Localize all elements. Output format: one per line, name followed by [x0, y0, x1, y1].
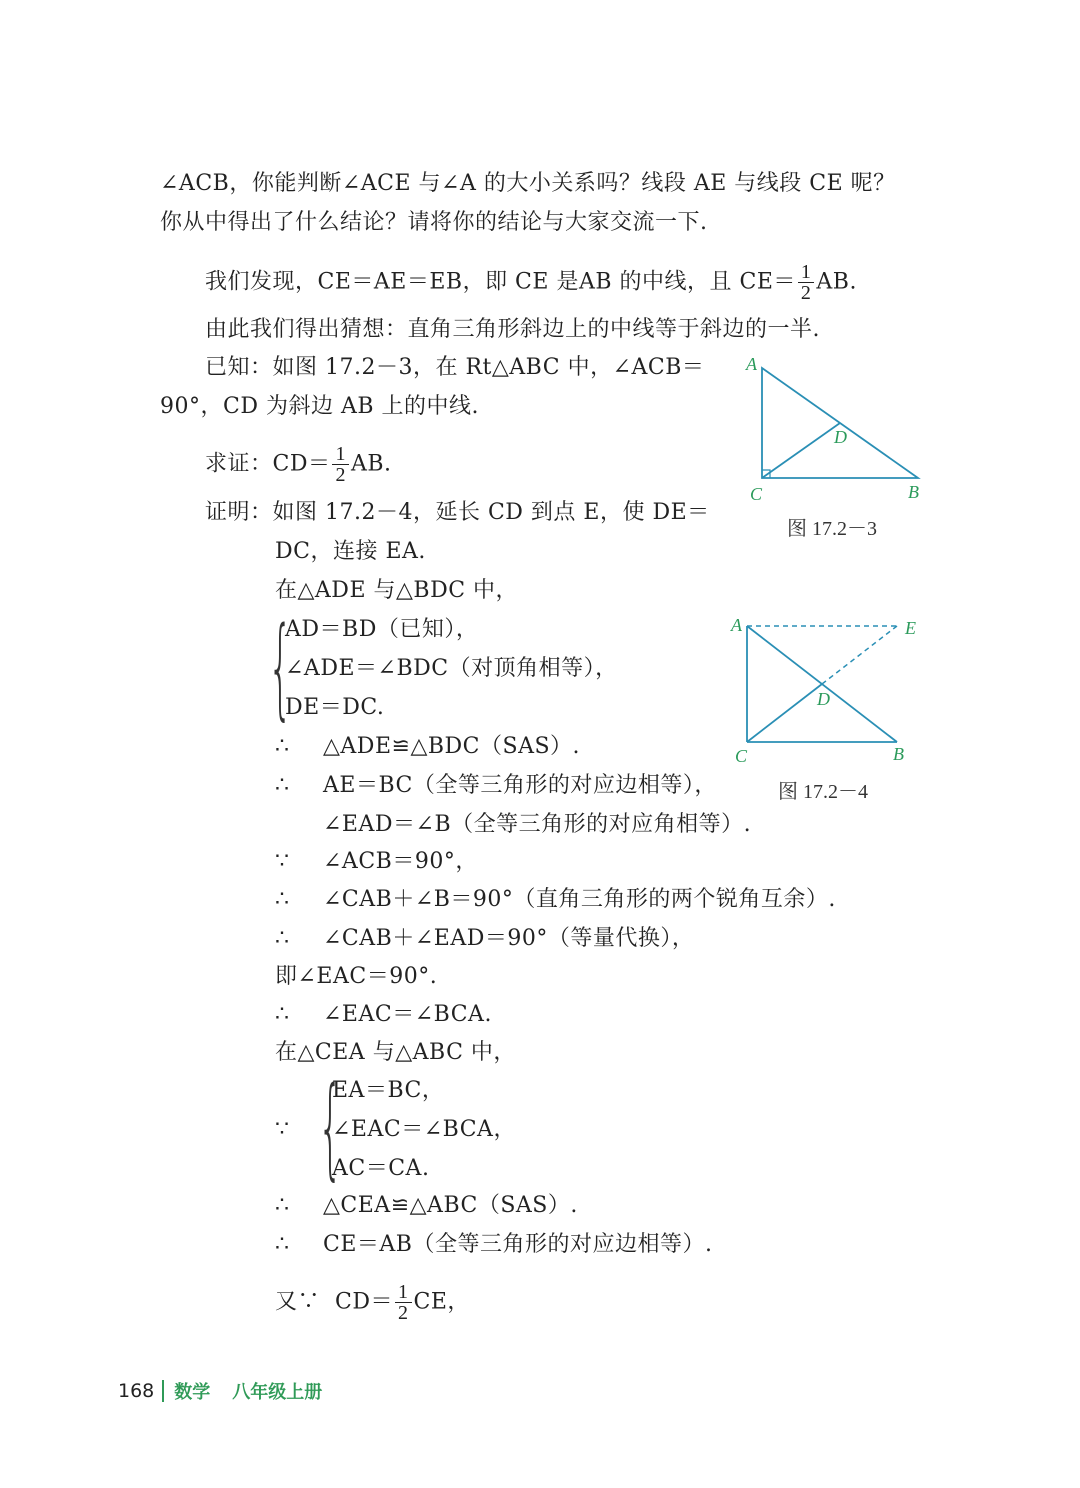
label-b: B [908, 482, 919, 502]
figure-17-2-4 [725, 612, 935, 772]
discovery-text: 我们发现，CE＝AE＝EB，即 CE 是AB 的中线，且 CE＝ [205, 269, 796, 295]
therefore-symbol: ∴ [275, 887, 290, 912]
label-d: D [834, 427, 847, 447]
proof-line: ∴ △ADE≌△BDC（SAS）. [275, 734, 581, 759]
proof-line: ∠ADE＝∠BDC（对顶角相等）， [285, 656, 618, 681]
figure-caption: 图 17.2－3 [787, 518, 877, 540]
proof-line: ∴ ∠EAC＝∠BCA. [275, 1002, 492, 1027]
paragraph-line: ∠ACB，你能判断∠ACE 与∠A 的大小关系吗？线段 AE 与线段 CE 呢？ [160, 171, 896, 196]
proof-line: 又∵ CD＝ $\frac{1}{2}$ CE， [275, 1281, 470, 1324]
figure-17-2-3 [740, 350, 940, 510]
footer-subject: 数学 [174, 1382, 211, 1403]
prove-line [205, 444, 392, 485]
label-a: A [746, 354, 757, 374]
proof-line: AC＝CA. [332, 1156, 430, 1181]
fraction-half: $\frac{1}{2}$ [395, 1282, 412, 1323]
therefore-symbol: ∴ [275, 773, 290, 798]
proof-line: ∴ CE＝AB（全等三角形的对应边相等）. [275, 1232, 713, 1257]
segment-de-dashed [822, 626, 897, 684]
discovery-line [205, 262, 857, 303]
proof-line: EA＝BC， [332, 1078, 445, 1103]
prove-tail: AB. [350, 451, 392, 477]
proof-line: ∴ AE＝BC（全等三角形的对应边相等）， [275, 773, 717, 798]
left-brace: { [318, 1063, 343, 1191]
proof-line: ∴ ∠CAB＋∠B＝90°（直角三角形的两个锐角互余）. [275, 887, 836, 912]
proof-line: 即∠EAC＝90°. [275, 964, 438, 989]
fraction-half: $\frac{1}{2}$ [332, 444, 349, 485]
label-c: C [735, 746, 748, 766]
therefore-symbol: ∴ [275, 734, 290, 759]
proof-line: ∵ ∠ACB＝90°， [275, 849, 478, 874]
proof-line: ∠EAD＝∠B（全等三角形的对应角相等）. [323, 812, 752, 837]
page-number: 168 [118, 1380, 155, 1402]
proof-line: AD＝BD（已知）， [285, 617, 479, 642]
proof-line: 在△ADE 与△BDC 中， [275, 578, 519, 603]
footer-book: 八年级上册 [232, 1382, 323, 1403]
segment-cd [747, 684, 822, 742]
label-e: E [905, 618, 916, 638]
also-because: 又∵ [275, 1289, 321, 1315]
left-brace: { [268, 603, 293, 731]
proof-line: 证明：如图 17.2－4，延长 CD 到点 E，使 DE＝ [205, 500, 710, 525]
proof-line: 在△CEA 与△ABC 中， [275, 1040, 516, 1065]
given-line: 已知：如图 17.2－3，在 Rt△ABC 中，∠ACB＝ [205, 355, 705, 380]
page-footer [118, 1378, 322, 1404]
therefore-symbol: ∴ [275, 926, 290, 951]
because-symbol: ∵ [275, 849, 290, 874]
proof-line: ∴ △CEA≌△ABC（SAS）. [275, 1193, 578, 1218]
median-cd [762, 423, 840, 478]
therefore-symbol: ∴ [275, 1193, 290, 1218]
conjecture-line: 由此我们得出猜想：直角三角形斜边上的中线等于斜边的一半. [205, 317, 820, 342]
proof-line: ∠EAC＝∠BCA， [332, 1117, 516, 1142]
figure-caption: 图 17.2－4 [778, 781, 868, 803]
fraction-half: $\frac{1}{2}$ [798, 262, 815, 303]
label-a: A [731, 615, 742, 635]
footer-divider [162, 1380, 164, 1402]
discovery-tail: AB. [816, 269, 857, 295]
proof-line: ∴ ∠CAB＋∠EAD＝90°（等量代换）， [275, 926, 695, 951]
paragraph-line: 你从中得出了什么结论？请将你的结论与大家交流一下. [160, 210, 708, 235]
label-b: B [893, 744, 904, 764]
therefore-symbol: ∴ [275, 1002, 290, 1027]
therefore-symbol: ∴ [275, 1232, 290, 1257]
label-c: C [750, 484, 763, 504]
given-line: 90°，CD 为斜边 AB 上的中线. [160, 394, 479, 419]
prove-text: 求证：CD＝ [205, 451, 331, 477]
proof-line: DC，连接 EA. [275, 539, 426, 564]
label-d: D [817, 689, 830, 709]
proof-line: DE＝DC. [285, 695, 385, 720]
because-symbol: ∵ [275, 1117, 290, 1142]
